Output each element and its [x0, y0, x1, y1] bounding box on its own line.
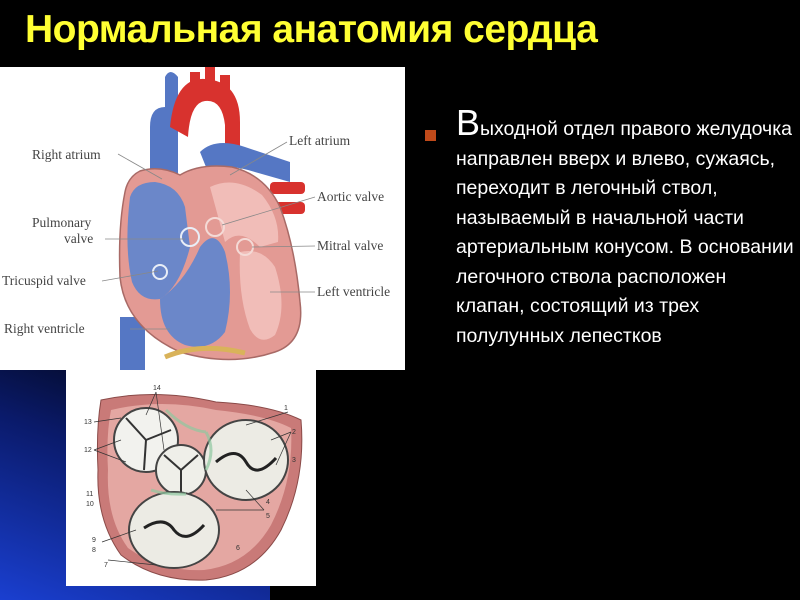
- label-left-atrium: Left atrium: [289, 133, 351, 148]
- valve-number-9: 9: [92, 537, 96, 544]
- label-aortic-valve: Aortic valve: [317, 189, 385, 204]
- valve-number-14: 14: [153, 385, 161, 392]
- aortic-branch: [205, 67, 215, 92]
- heart-illustration: [0, 67, 405, 370]
- aortic-branch: [220, 75, 230, 100]
- valves-cross-section-diagram: [66, 370, 316, 586]
- valve-number-8: 8: [92, 547, 96, 554]
- valve-number-12: 12: [84, 447, 92, 454]
- valve-number-11: 11: [86, 491, 94, 498]
- label-right-atrium: Right atrium: [32, 147, 101, 162]
- valve-number-13: 13: [84, 419, 92, 426]
- label-pulmonary-valve-2: valve: [64, 231, 94, 246]
- valve-number-7: 7: [104, 562, 108, 569]
- valve-number-6: 6: [236, 545, 240, 552]
- valve-number-2: 2: [292, 429, 296, 436]
- valve-number-10: 10: [86, 501, 94, 508]
- label-pulmonary-valve: Pulmonary: [32, 215, 92, 230]
- valve-number-1: 1: [284, 405, 288, 412]
- valve-number-5: 5: [266, 513, 270, 520]
- valves-illustration: [66, 370, 316, 586]
- pulmonary-vein: [270, 182, 305, 194]
- label-tricuspid-valve: Tricuspid valve: [2, 273, 86, 288]
- label-right-ventricle: Right ventricle: [4, 321, 85, 336]
- aortic-branch: [190, 72, 200, 102]
- label-left-ventricle: Left ventricle: [317, 284, 391, 299]
- valve-number-4: 4: [266, 499, 270, 506]
- body-text: ыходной отдел правого желудочка направлен вверх и влево, сужаясь, переходит в легочный ствол, называемый в начальной части артериальным конусом. В основании легочного ствола расположен клапан, состоящий из трех полулунных лепестков: [456, 118, 794, 347]
- body-paragraph: [456, 102, 796, 351]
- heart-anatomy-diagram: [0, 67, 405, 370]
- valve-number-3: 3: [292, 457, 296, 464]
- bullet-marker: [425, 130, 436, 141]
- label-mitral-valve: Mitral valve: [317, 238, 384, 253]
- drop-cap: В: [456, 102, 481, 143]
- slide-title: Нормальная анатомия сердца: [25, 8, 598, 51]
